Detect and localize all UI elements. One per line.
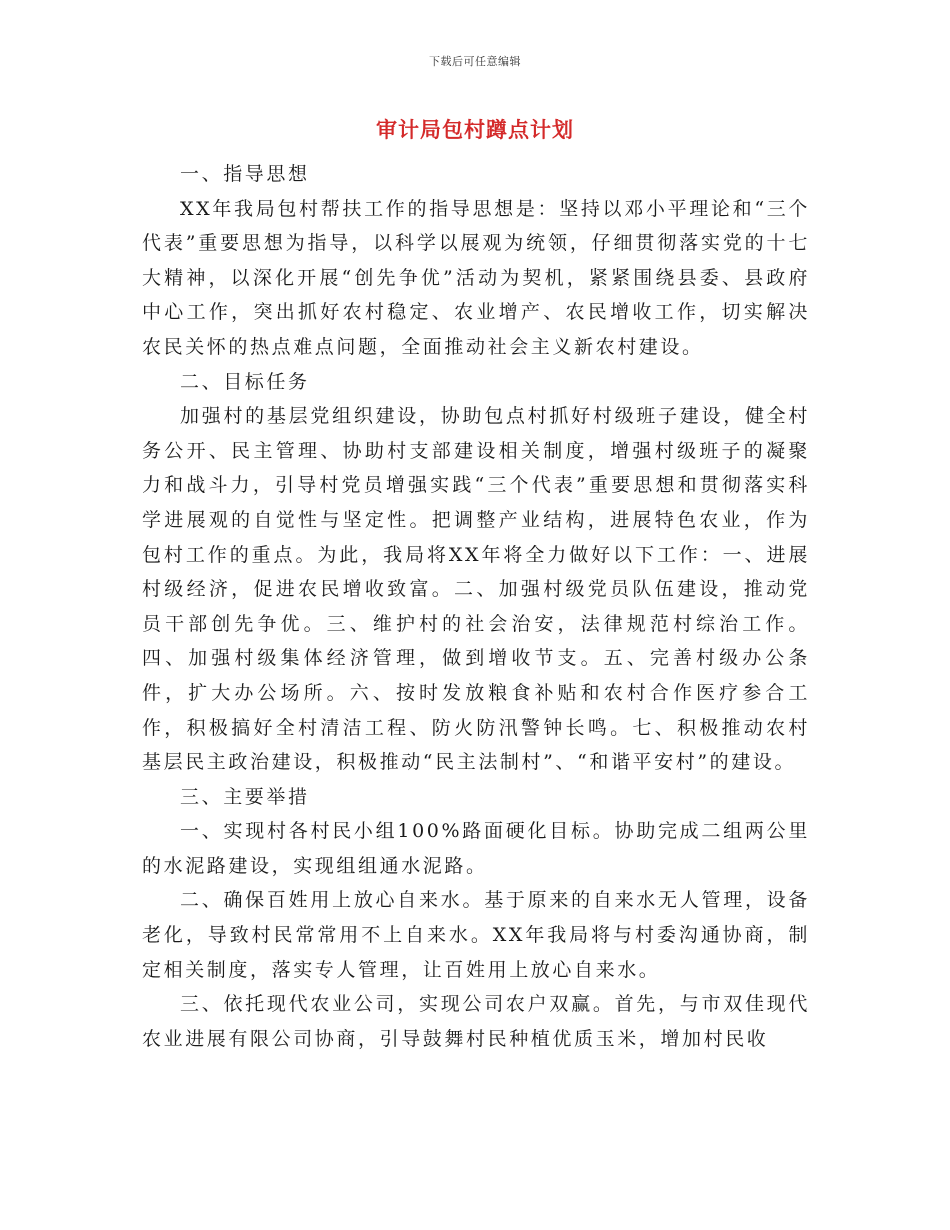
section-heading-guiding-ideology: 一、指导思想 — [180, 163, 310, 185]
document-title: 审计局包村蹲点计划 — [376, 117, 574, 142]
paragraph-goals: 加强村的基层党组织建设，协助包点村抓好村级班子建设，健全村务公开、民主管理、协助村支部建设相关制度，增强村级班子的凝聚力和战斗力，引导村党员增强实践“三个代表”重要思想和贯彻落实科学进展观的自觉性与坚定性。把调整产业结构，进展特色农业，作为包村工作的重点。为此，我局将XX年将全力做好以下工作：一、进展村级经济，促进农民增收致富。二、加强村级党员队伍建设，推动党员干部创先争优。三、维护村的社会治安，法律规范村综治工作。四、加强村级集体经济管理，做到增收节支。五、完善村级办公条件，扩大办公场所。六、按时发放粮食补贴和农村合作医疗参合工作，积极搞好全村清洁工程、防火防汛警钟长鸣。七、积极推动农村基层民主政治建设，积极推动“民主法制村”、“和谐平安村”的建设。 — [142, 405, 810, 774]
section-heading-goals: 二、目标任务 — [180, 370, 310, 393]
paragraph-measure-2: 二、确保百姓用上放心自来水。基于原来的自来水无人管理，设备老化，导致村民常常用不上自来水。XX年我局将与村委沟通协商，制定相关制度，落实专人管理，让百姓用上放心自来水。 — [142, 889, 810, 981]
page-header-note: 下载后可任意编辑 — [429, 55, 521, 68]
paragraph-measure-3: 三、依托现代农业公司，实现公司农户双赢。首先，与市双佳现代农业进展有限公司协商，引导鼓舞村民种植优质玉米，增加村民收 — [142, 993, 810, 1050]
section-heading-measures: 三、主要举措 — [180, 785, 310, 808]
paragraph-guiding-ideology: XX年我局包村帮扶工作的指导思想是：坚持以邓小平理论和“三个代表”重要思想为指导，以科学以展观为统领，仔细贯彻落实党的十七大精神，以深化开展“创先争优”活动为契机，紧紧围绕县委、县政府中心工作，突出抓好农村稳定、农业增产、农民增收工作，切实解决农民关怀的热点难点问题，全面推动社会主义新农村建设。 — [142, 197, 810, 358]
document-body — [142, 157, 810, 1056]
paragraph-measure-1: 一、实现村各村民小组100%路面硬化目标。协助完成二组两公里的水泥路建设，实现组组通水泥路。 — [142, 820, 810, 877]
